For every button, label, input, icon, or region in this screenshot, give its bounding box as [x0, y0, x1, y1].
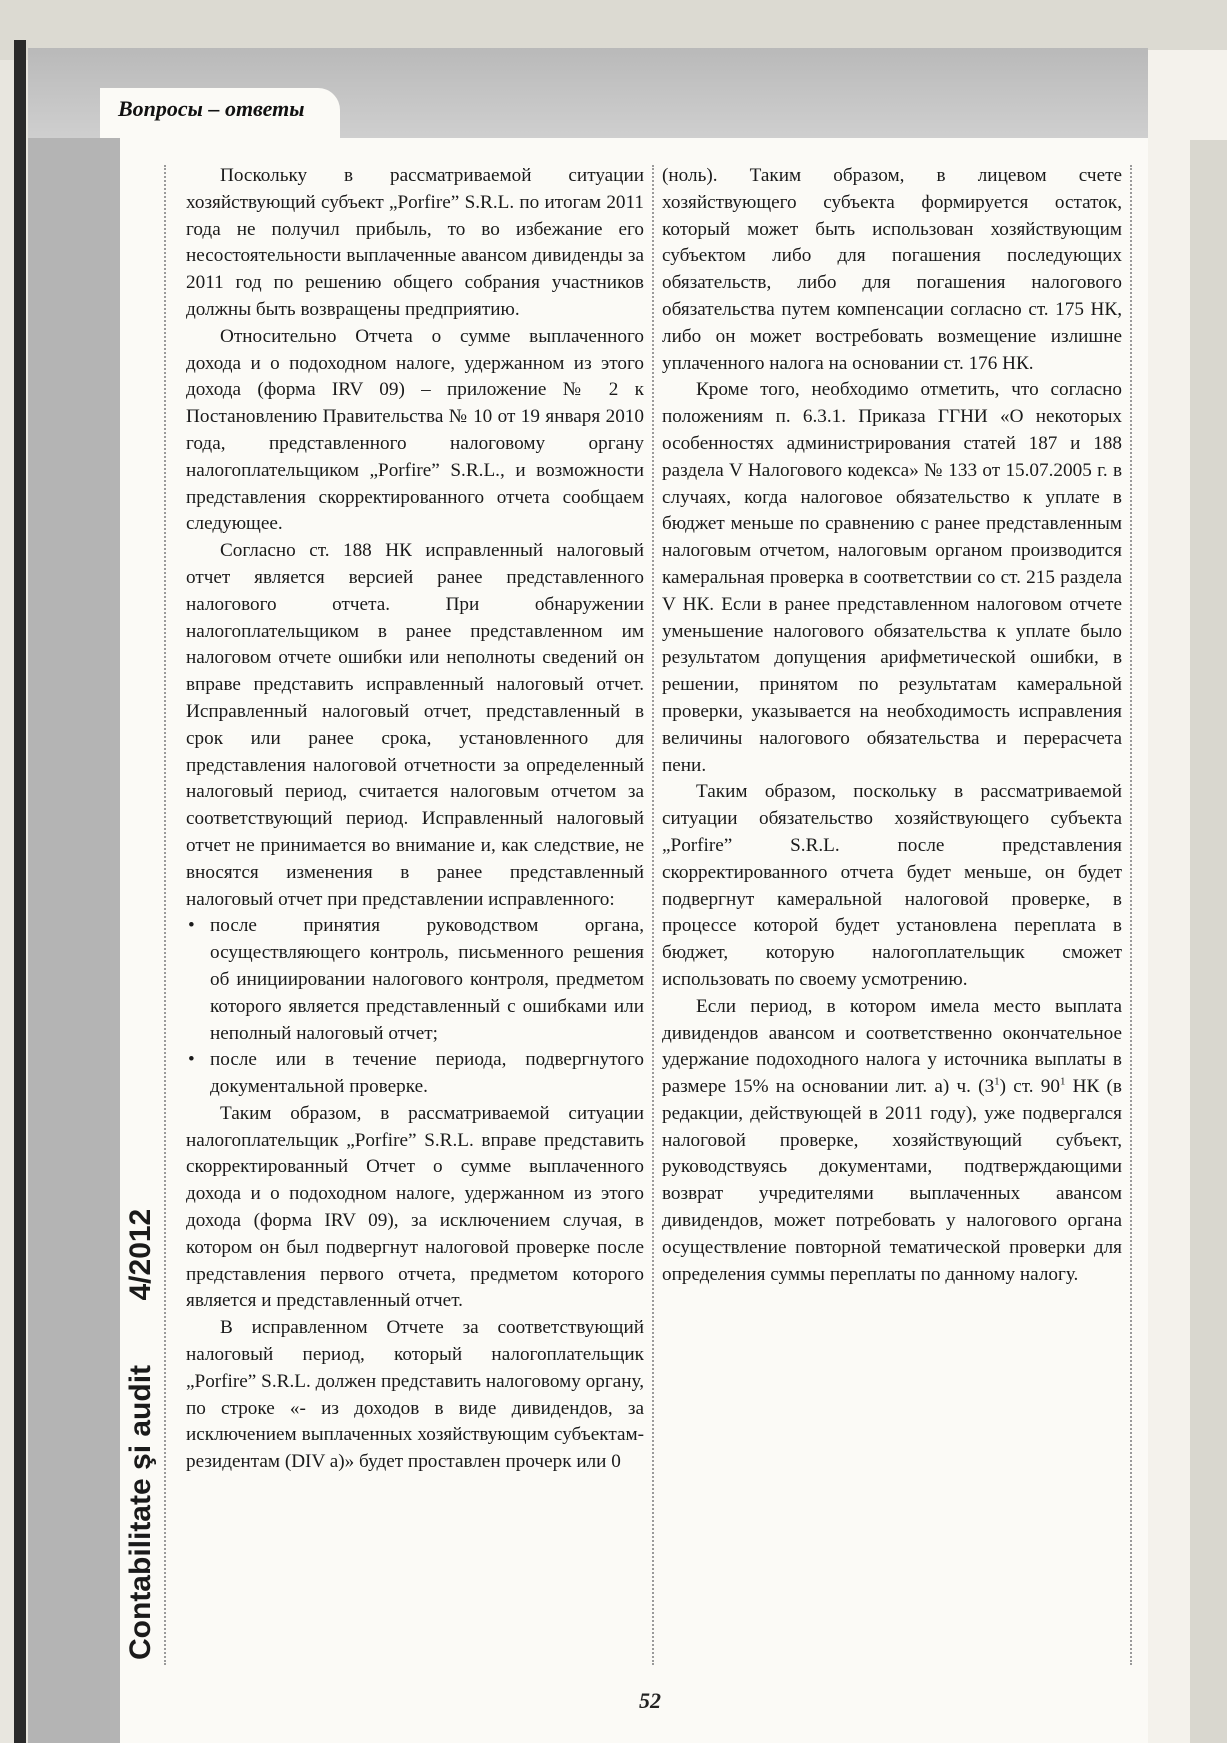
- paragraph: Таким образом, поскольку в рассматриваемой ситуации обязательство хозяйствующего субъекта „Porfire” S.R.L. после представления скорректированного отчета будет меньше, он будет подвергнут камеральной налоговой проверке, в процессе которой будет установлена переплата в бюджет, которую налогоплательщик сможет использовать по своему усмотрению.: [662, 781, 1122, 990]
- column-divider-left: [164, 165, 166, 1665]
- paragraph: В исправленном Отчете за соответствующий налоговый период, который налогоплательщик „Porfire” S.R.L. должен представить налоговому органу, по строке «- из доходов в виде дивидендов, за исключением выплаченных хозяйствующим субъектам-резидентам (DIV a)» будет проставлен прочерк или 0: [186, 1317, 644, 1473]
- bullet-list: [186, 913, 644, 1101]
- text-run: Если период, в котором имела место выплата дивидендов авансом и соответственно окончательное удержание подоходного налога у источника выплаты в размере 15% на основании лит. а) ч. (3: [662, 995, 1122, 1098]
- sidebar-band: [28, 138, 120, 1743]
- section-title: Вопросы – ответы: [118, 96, 305, 121]
- book-binding: [14, 40, 26, 1743]
- right-column: [662, 163, 1122, 1288]
- paragraph: Согласно ст. 188 НК исправленный налоговый отчет является версией ранее представленного налогового отчета. При обнаружении налогоплательщиком в ранее представленном им налоговом отчете ошибки или неполноты сведений он вправе представить исправленный налоговый отчет. Исправленный налоговый отчет, представленный в срок или ранее срока, установленного для представления налоговой отчетности за определенный налоговый период, считается налоговым отчетом за соответствующий период. Исправленный налоговый отчет не принимается во внимание и, как следствие, не вносятся изменения в ранее представленный налоговый отчет при представлении исправленного:: [186, 540, 644, 910]
- bullet-item: • после принятия руководством органа, осуществляющего контроль, письменного решения об инициировании налогового контроля, предметом которого является представленный с ошибками или неполный налоговый отчет;: [186, 913, 644, 1047]
- superscript: 1: [994, 1075, 1000, 1088]
- next-page-edge-shadow: [1190, 140, 1227, 1743]
- paragraph: [662, 994, 1122, 1289]
- paragraph: (ноль). Таким образом, в лицевом счете хозяйствующего субъекта формируется остаток, который может быть использован хозяйствующим субъектом либо для погашения последующих обязательств, либо для погашения налогового обязательства путем компенсации согласно ст. 175 НК, либо он может востребовать возмещение излишне уплаченного налога на основании ст. 176 НК.: [662, 165, 1122, 374]
- issue-number: 4/2012: [124, 1208, 157, 1301]
- superscript: 1: [1059, 1075, 1066, 1088]
- paragraph: Поскольку в рассматриваемой ситуации хозяйствующий субъект „Porfire” S.R.L. по итогам 2011 года не получил прибыль, то во избежание его несостоятельности выплаченные авансом дивиденды за 2011 год по решению общего собрания участников должны быть возвращены предприятию.: [186, 165, 644, 320]
- journal-name: Contabilitate şi audit: [124, 1364, 157, 1660]
- text-run: НК (в редакции, действующей в 2011 году), уже подвергался налоговой проверке, хозяйствующий субъект, руководствуясь документами, подтверждающими возврат учредителями выплаченных авансом дивидендов, может потребовать у налогового органа осуществление повторной тематической проверки для определения суммы переплаты по данному налогу.: [662, 1076, 1122, 1285]
- sidebar-label: [124, 1209, 158, 1660]
- column-divider-right: [1130, 165, 1132, 1665]
- bullet-item: • после или в течение периода, подвергнутого документальной проверке.: [186, 1047, 644, 1101]
- paragraph: Таким образом, в рассматриваемой ситуации налогоплательщик „Porfire” S.R.L. вправе представить скорректированный Отчет о сумме выплаченного дохода и о подоходном налоге, удержанном из этого дохода (форма IRV 09), за исключением случая, в котором он был подвергнут налоговой проверке после представления первого отчета, предметом которого является и представленный отчет.: [186, 1102, 644, 1312]
- paragraph: Относительно Отчета о сумме выплаченного дохода и о подоходном налоге, удержанном из этого дохода (форма IRV 09) – приложение № 2 к Постановлению Правительства № 10 от 19 января 2010 года, представленного налоговому органу налогоплательщиком „Porfire” S.R.L., и возможности представления скорректированного отчета сообщаем следующее.: [186, 325, 644, 535]
- paragraph: Кроме того, необходимо отметить, что согласно положениям п. 6.3.1. Приказа ГГНИ «О некоторых особенностях администрирования статей 187 и 188 раздела V Налогового кодекса» № 133 от 15.07.2005 г. в случаях, когда налоговое обязательство к уплате в бюджет меньше по сравнению с ранее представленным налоговым отчетом, налоговым органом производится камеральная проверка в соответствии со ст. 215 раздела V НК. Если в ранее представленном налоговом отчете уменьшение налогового обязательства к уплате было результатом допущения арифметической ошибки, в решении, принятом по результатам камеральной проверки, указывается на необходимость исправления величины налогового обязательства и перерасчета пени.: [662, 379, 1122, 776]
- page-number: 52: [639, 1688, 661, 1713]
- column-divider-middle: [652, 165, 654, 1665]
- text-run: ) ст. 90: [999, 1076, 1060, 1098]
- left-column: [186, 163, 644, 1476]
